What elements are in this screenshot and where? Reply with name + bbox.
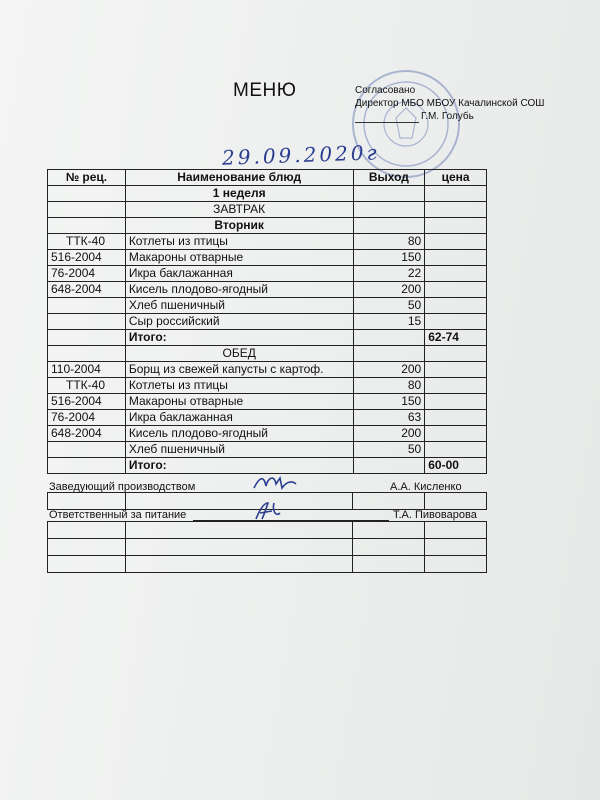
approval-position: Директор МБО МБОУ Качалинской СОШ <box>355 98 545 109</box>
recipe-code: ТТК-40 <box>48 378 126 394</box>
header-price: цена <box>425 170 487 186</box>
dish-name: Хлеб пшеничный <box>125 442 353 458</box>
production-manager-signature <box>250 472 300 494</box>
dish-name: Котлеты из птицы <box>125 234 353 250</box>
menu-table <box>47 169 487 474</box>
dish-yield: 80 <box>353 234 425 250</box>
table-row <box>48 314 487 330</box>
week-label: 1 неделя <box>125 186 353 202</box>
blank-signature-table <box>47 521 487 573</box>
dish-name: Хлеб пшеничный <box>125 298 353 314</box>
nutrition-responsible-signature <box>250 499 290 523</box>
recipe-code: 76-2004 <box>48 266 126 282</box>
table-row <box>48 410 487 426</box>
recipe-code: 76-2004 <box>48 410 126 426</box>
header-recipe-no: № рец. <box>48 170 126 186</box>
nutrition-responsible-name: Т.А. Пивоварова <box>393 509 477 521</box>
dish-yield: 50 <box>353 298 425 314</box>
recipe-code: 648-2004 <box>48 426 126 442</box>
approval-signer: Г.М. Голубь <box>421 111 474 122</box>
table-row <box>48 442 487 458</box>
table-row <box>48 202 487 218</box>
handwritten-date: 29.09.2020г <box>221 140 380 170</box>
breakfast-label: ЗАВТРАК <box>125 202 353 218</box>
dish-yield: 200 <box>353 282 425 298</box>
dish-yield: 200 <box>353 362 425 378</box>
table-row <box>48 362 487 378</box>
table-header-row <box>48 170 487 186</box>
dish-yield: 200 <box>353 426 425 442</box>
recipe-code <box>48 298 126 314</box>
lunch-label: ОБЕД <box>125 346 353 362</box>
recipe-code: 648-2004 <box>48 282 126 298</box>
table-row <box>48 539 487 556</box>
dish-name: Кисель плодово-ягодный <box>125 426 353 442</box>
table-row <box>48 346 487 362</box>
approval-signer-line <box>355 110 544 123</box>
dish-name: Макароны отварные <box>125 394 353 410</box>
table-row <box>48 394 487 410</box>
dish-yield: 50 <box>353 442 425 458</box>
dish-yield: 63 <box>353 410 425 426</box>
dish-yield: 15 <box>353 314 425 330</box>
header-dish-name: Наименование блюд <box>125 170 353 186</box>
table-row <box>48 186 487 202</box>
table-row <box>48 330 487 346</box>
recipe-code: 110-2004 <box>48 362 126 378</box>
approval-block <box>355 84 544 123</box>
approval-signature-line <box>355 122 419 123</box>
table-row <box>48 298 487 314</box>
dish-yield: 150 <box>353 394 425 410</box>
dish-name: Икра баклажанная <box>125 410 353 426</box>
lunch-total-price: 60-00 <box>425 458 487 474</box>
day-label: Вторник <box>125 218 353 234</box>
dish-name: Макароны отварные <box>125 250 353 266</box>
recipe-code <box>48 442 126 458</box>
lunch-total-label: Итого: <box>125 458 353 474</box>
dish-name: Котлеты из птицы <box>125 378 353 394</box>
recipe-code: 516-2004 <box>48 250 126 266</box>
dish-yield: 80 <box>353 378 425 394</box>
table-row <box>48 522 487 539</box>
production-manager-name: А.А. Кисленко <box>390 481 462 493</box>
table-row <box>48 426 487 442</box>
recipe-code: ТТК-40 <box>48 234 126 250</box>
dish-name: Кисель плодово-ягодный <box>125 282 353 298</box>
dish-name: Сыр российский <box>125 314 353 330</box>
table-row <box>48 266 487 282</box>
table-row <box>48 282 487 298</box>
table-row <box>48 218 487 234</box>
breakfast-total-label: Итого: <box>125 330 353 346</box>
breakfast-total-price: 62-74 <box>425 330 487 346</box>
dish-name: Борщ из свежей капусты с картоф. <box>125 362 353 378</box>
table-row <box>48 234 487 250</box>
table-row <box>48 378 487 394</box>
dish-name: Икра баклажанная <box>125 266 353 282</box>
production-manager-label: Заведующий производством <box>49 481 196 493</box>
approval-label: Согласовано <box>355 85 416 96</box>
recipe-code <box>48 314 126 330</box>
dish-yield: 150 <box>353 250 425 266</box>
nutrition-responsible-label: Ответственный за питание <box>49 509 187 521</box>
table-row <box>48 556 487 573</box>
recipe-code: 516-2004 <box>48 394 126 410</box>
table-row <box>48 250 487 266</box>
dish-yield: 22 <box>353 266 425 282</box>
page-title: МЕНЮ <box>233 80 297 101</box>
header-yield: Выход <box>353 170 425 186</box>
